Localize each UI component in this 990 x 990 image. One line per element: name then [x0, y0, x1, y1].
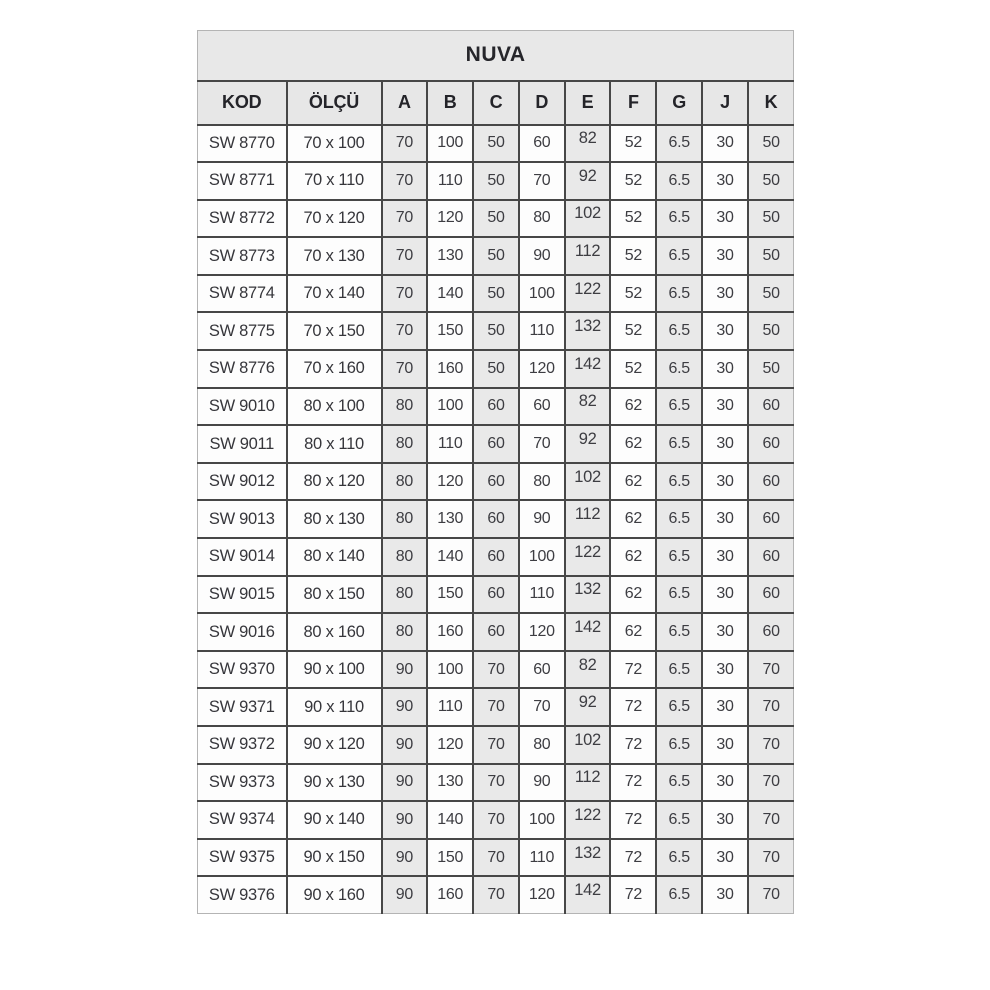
cell-k: 60	[748, 613, 794, 651]
column-header-b: B	[427, 81, 473, 125]
cell-j: 30	[702, 200, 748, 238]
table-row-sw-8773	[198, 237, 794, 275]
cell-b: 150	[427, 576, 473, 614]
cell-c: 50	[473, 237, 519, 275]
cell-f: 52	[610, 200, 656, 238]
cell--l-: 80 x 150	[287, 576, 382, 614]
cell-d: 60	[519, 388, 565, 426]
cell-a: 90	[382, 876, 428, 914]
cell-k: 70	[748, 688, 794, 726]
cell-g: 6.5	[656, 312, 702, 350]
cell-e: 92	[565, 162, 611, 200]
column-header-g: G	[656, 81, 702, 125]
cell-a: 70	[382, 237, 428, 275]
cell--l-: 80 x 130	[287, 500, 382, 538]
cell-k: 50	[748, 237, 794, 275]
cell-kod: SW 9375	[198, 839, 287, 877]
cell-b: 140	[427, 538, 473, 576]
cell-k: 60	[748, 538, 794, 576]
cell-kod: SW 8774	[198, 275, 287, 313]
cell--l-: 90 x 120	[287, 726, 382, 764]
cell-k: 70	[748, 764, 794, 802]
cell-g: 6.5	[656, 613, 702, 651]
cell-b: 160	[427, 876, 473, 914]
cell-k: 70	[748, 876, 794, 914]
cell-e: 132	[565, 312, 611, 350]
cell-a: 70	[382, 312, 428, 350]
cell-kod: SW 9010	[198, 388, 287, 426]
cell-a: 80	[382, 538, 428, 576]
cell-e: 112	[565, 764, 611, 802]
cell-d: 110	[519, 312, 565, 350]
cell-f: 62	[610, 500, 656, 538]
cell-b: 130	[427, 500, 473, 538]
cell-f: 52	[610, 275, 656, 313]
cell-f: 52	[610, 162, 656, 200]
cell-d: 70	[519, 688, 565, 726]
cell-g: 6.5	[656, 463, 702, 501]
cell-b: 100	[427, 651, 473, 689]
cell-c: 50	[473, 350, 519, 388]
cell-j: 30	[702, 538, 748, 576]
cell-d: 110	[519, 839, 565, 877]
cell-j: 30	[702, 275, 748, 313]
cell-g: 6.5	[656, 576, 702, 614]
cell-f: 72	[610, 839, 656, 877]
cell-j: 30	[702, 125, 748, 163]
cell-j: 30	[702, 576, 748, 614]
cell-e: 122	[565, 538, 611, 576]
cell-c: 70	[473, 801, 519, 839]
table-row-sw-8770	[198, 125, 794, 163]
cell-b: 160	[427, 350, 473, 388]
cell-a: 80	[382, 500, 428, 538]
cell--l-: 70 x 100	[287, 125, 382, 163]
cell--l-: 70 x 110	[287, 162, 382, 200]
cell-kod: SW 8776	[198, 350, 287, 388]
cell-a: 80	[382, 463, 428, 501]
cell-a: 90	[382, 651, 428, 689]
table-row-sw-9013	[198, 500, 794, 538]
cell-b: 150	[427, 839, 473, 877]
cell-d: 100	[519, 275, 565, 313]
cell-e: 122	[565, 801, 611, 839]
cell-b: 140	[427, 801, 473, 839]
cell-b: 110	[427, 425, 473, 463]
cell-kod: SW 9372	[198, 726, 287, 764]
cell-kod: SW 8773	[198, 237, 287, 275]
cell-c: 60	[473, 500, 519, 538]
cell-kod: SW 9015	[198, 576, 287, 614]
cell--l-: 70 x 120	[287, 200, 382, 238]
cell-a: 90	[382, 726, 428, 764]
cell-g: 6.5	[656, 764, 702, 802]
cell-kod: SW 9373	[198, 764, 287, 802]
cell-d: 70	[519, 162, 565, 200]
cell-kod: SW 9012	[198, 463, 287, 501]
table-row-sw-8776	[198, 350, 794, 388]
column-header-c: C	[473, 81, 519, 125]
cell-f: 52	[610, 237, 656, 275]
cell-e: 102	[565, 200, 611, 238]
table-row-sw-8775	[198, 312, 794, 350]
cell--l-: 70 x 140	[287, 275, 382, 313]
column-header-e: E	[565, 81, 611, 125]
cell--l-: 90 x 130	[287, 764, 382, 802]
cell-k: 70	[748, 801, 794, 839]
cell-d: 60	[519, 125, 565, 163]
cell-c: 70	[473, 726, 519, 764]
table-row-sw-9011	[198, 425, 794, 463]
cell-k: 60	[748, 388, 794, 426]
cell-d: 110	[519, 576, 565, 614]
cell-kod: SW 8775	[198, 312, 287, 350]
cell-g: 6.5	[656, 388, 702, 426]
column-header-row	[198, 81, 794, 125]
cell-g: 6.5	[656, 839, 702, 877]
cell-c: 70	[473, 764, 519, 802]
table-row-sw-9014	[198, 538, 794, 576]
cell-d: 120	[519, 876, 565, 914]
column-header-j: J	[702, 81, 748, 125]
cell-g: 6.5	[656, 876, 702, 914]
cell-k: 50	[748, 125, 794, 163]
cell-j: 30	[702, 162, 748, 200]
cell-j: 30	[702, 350, 748, 388]
cell-k: 60	[748, 425, 794, 463]
cell-k: 60	[748, 463, 794, 501]
cell-d: 90	[519, 237, 565, 275]
table-body	[198, 125, 794, 914]
table-row-sw-9372	[198, 726, 794, 764]
cell-e: 82	[565, 125, 611, 163]
cell-c: 60	[473, 613, 519, 651]
cell-g: 6.5	[656, 425, 702, 463]
cell-kod: SW 8772	[198, 200, 287, 238]
cell-c: 50	[473, 200, 519, 238]
cell--l-: 80 x 140	[287, 538, 382, 576]
cell-j: 30	[702, 312, 748, 350]
column-header-k: K	[748, 81, 794, 125]
cell-d: 80	[519, 726, 565, 764]
cell-e: 142	[565, 876, 611, 914]
cell-kod: SW 8771	[198, 162, 287, 200]
cell-a: 70	[382, 162, 428, 200]
column-header-d: D	[519, 81, 565, 125]
cell-j: 30	[702, 500, 748, 538]
cell-g: 6.5	[656, 350, 702, 388]
cell--l-: 90 x 160	[287, 876, 382, 914]
cell--l-: 90 x 100	[287, 651, 382, 689]
cell-d: 80	[519, 463, 565, 501]
cell-g: 6.5	[656, 688, 702, 726]
column-header-kod: KOD	[198, 81, 287, 125]
cell-kod: SW 9014	[198, 538, 287, 576]
cell-d: 120	[519, 613, 565, 651]
cell-f: 72	[610, 801, 656, 839]
cell-j: 30	[702, 651, 748, 689]
cell-kod: SW 9011	[198, 425, 287, 463]
cell--l-: 70 x 130	[287, 237, 382, 275]
cell-a: 90	[382, 801, 428, 839]
table-row-sw-9370	[198, 651, 794, 689]
table-row-sw-8774	[198, 275, 794, 313]
cell--l-: 80 x 100	[287, 388, 382, 426]
cell-j: 30	[702, 876, 748, 914]
cell-kod: SW 9013	[198, 500, 287, 538]
cell-k: 60	[748, 500, 794, 538]
cell--l-: 80 x 120	[287, 463, 382, 501]
cell-k: 50	[748, 200, 794, 238]
cell-j: 30	[702, 425, 748, 463]
cell-d: 100	[519, 801, 565, 839]
cell-kod: SW 9371	[198, 688, 287, 726]
column-header--l-: ÖLÇÜ	[287, 81, 382, 125]
cell-kod: SW 9376	[198, 876, 287, 914]
cell-e: 122	[565, 275, 611, 313]
cell-g: 6.5	[656, 801, 702, 839]
cell-b: 150	[427, 312, 473, 350]
cell-d: 80	[519, 200, 565, 238]
table-row-sw-9371	[198, 688, 794, 726]
cell-e: 102	[565, 463, 611, 501]
cell-c: 70	[473, 876, 519, 914]
cell-f: 62	[610, 425, 656, 463]
cell-b: 120	[427, 200, 473, 238]
cell--l-: 90 x 110	[287, 688, 382, 726]
cell-e: 132	[565, 839, 611, 877]
table-row-sw-8771	[198, 162, 794, 200]
cell--l-: 90 x 150	[287, 839, 382, 877]
cell-j: 30	[702, 764, 748, 802]
cell-g: 6.5	[656, 125, 702, 163]
cell-e: 82	[565, 651, 611, 689]
table-row-sw-9010	[198, 388, 794, 426]
cell-kod: SW 9370	[198, 651, 287, 689]
table-row-sw-9376	[198, 876, 794, 914]
cell--l-: 70 x 160	[287, 350, 382, 388]
cell-b: 160	[427, 613, 473, 651]
cell-d: 120	[519, 350, 565, 388]
cell-g: 6.5	[656, 275, 702, 313]
cell-j: 30	[702, 613, 748, 651]
cell-a: 70	[382, 350, 428, 388]
table-row-sw-9015	[198, 576, 794, 614]
cell-g: 6.5	[656, 538, 702, 576]
cell-e: 102	[565, 726, 611, 764]
cell-j: 30	[702, 463, 748, 501]
cell-c: 50	[473, 125, 519, 163]
cell-f: 72	[610, 876, 656, 914]
column-header-a: A	[382, 81, 428, 125]
cell-k: 50	[748, 312, 794, 350]
cell-f: 62	[610, 613, 656, 651]
cell-b: 110	[427, 688, 473, 726]
cell-c: 70	[473, 688, 519, 726]
cell-k: 70	[748, 726, 794, 764]
cell-kod: SW 9374	[198, 801, 287, 839]
cell-f: 52	[610, 350, 656, 388]
cell-e: 112	[565, 500, 611, 538]
cell-j: 30	[702, 726, 748, 764]
cell-e: 92	[565, 425, 611, 463]
cell-e: 142	[565, 350, 611, 388]
cell-k: 50	[748, 275, 794, 313]
cell-c: 50	[473, 162, 519, 200]
cell-j: 30	[702, 237, 748, 275]
table-row-sw-9375	[198, 839, 794, 877]
cell-k: 50	[748, 350, 794, 388]
cell-j: 30	[702, 801, 748, 839]
table-row-sw-9374	[198, 801, 794, 839]
cell-c: 60	[473, 463, 519, 501]
cell--l-: 70 x 150	[287, 312, 382, 350]
cell-c: 70	[473, 839, 519, 877]
cell-a: 90	[382, 764, 428, 802]
cell-d: 70	[519, 425, 565, 463]
cell-c: 60	[473, 538, 519, 576]
cell-a: 90	[382, 688, 428, 726]
table-row-sw-9012	[198, 463, 794, 501]
cell-kod: SW 8770	[198, 125, 287, 163]
cell--l-: 80 x 110	[287, 425, 382, 463]
cell-j: 30	[702, 688, 748, 726]
cell--l-: 90 x 140	[287, 801, 382, 839]
cell-g: 6.5	[656, 200, 702, 238]
spec-table-container	[197, 30, 793, 914]
cell-b: 100	[427, 388, 473, 426]
cell-k: 70	[748, 651, 794, 689]
cell-d: 60	[519, 651, 565, 689]
cell-a: 80	[382, 425, 428, 463]
cell-a: 70	[382, 200, 428, 238]
table-row-sw-8772	[198, 200, 794, 238]
cell-g: 6.5	[656, 651, 702, 689]
cell-f: 72	[610, 688, 656, 726]
cell-c: 60	[473, 425, 519, 463]
cell-g: 6.5	[656, 162, 702, 200]
cell-a: 80	[382, 388, 428, 426]
cell-k: 70	[748, 839, 794, 877]
cell-g: 6.5	[656, 726, 702, 764]
cell-b: 140	[427, 275, 473, 313]
cell-e: 92	[565, 688, 611, 726]
cell--l-: 80 x 160	[287, 613, 382, 651]
cell-j: 30	[702, 839, 748, 877]
cell-c: 60	[473, 388, 519, 426]
cell-a: 90	[382, 839, 428, 877]
cell-k: 50	[748, 162, 794, 200]
cell-g: 6.5	[656, 500, 702, 538]
table-title: NUVA	[198, 31, 794, 81]
cell-b: 100	[427, 125, 473, 163]
cell-b: 120	[427, 726, 473, 764]
cell-c: 60	[473, 576, 519, 614]
cell-a: 80	[382, 576, 428, 614]
cell-f: 72	[610, 764, 656, 802]
cell-f: 72	[610, 651, 656, 689]
cell-e: 112	[565, 237, 611, 275]
nuva-spec-table	[197, 30, 794, 914]
cell-b: 110	[427, 162, 473, 200]
cell-f: 62	[610, 388, 656, 426]
cell-f: 52	[610, 125, 656, 163]
column-header-f: F	[610, 81, 656, 125]
cell-c: 70	[473, 651, 519, 689]
cell-f: 52	[610, 312, 656, 350]
cell-g: 6.5	[656, 237, 702, 275]
cell-c: 50	[473, 275, 519, 313]
cell-a: 80	[382, 613, 428, 651]
cell-f: 72	[610, 726, 656, 764]
cell-a: 70	[382, 275, 428, 313]
cell-f: 62	[610, 576, 656, 614]
table-row-sw-9373	[198, 764, 794, 802]
cell-a: 70	[382, 125, 428, 163]
cell-e: 132	[565, 576, 611, 614]
cell-f: 62	[610, 463, 656, 501]
cell-e: 142	[565, 613, 611, 651]
table-row-sw-9016	[198, 613, 794, 651]
cell-d: 90	[519, 500, 565, 538]
cell-c: 50	[473, 312, 519, 350]
cell-kod: SW 9016	[198, 613, 287, 651]
cell-f: 62	[610, 538, 656, 576]
cell-b: 130	[427, 764, 473, 802]
table-title-row	[198, 31, 794, 81]
cell-b: 130	[427, 237, 473, 275]
cell-d: 90	[519, 764, 565, 802]
cell-b: 120	[427, 463, 473, 501]
cell-k: 60	[748, 576, 794, 614]
cell-j: 30	[702, 388, 748, 426]
cell-d: 100	[519, 538, 565, 576]
cell-e: 82	[565, 388, 611, 426]
